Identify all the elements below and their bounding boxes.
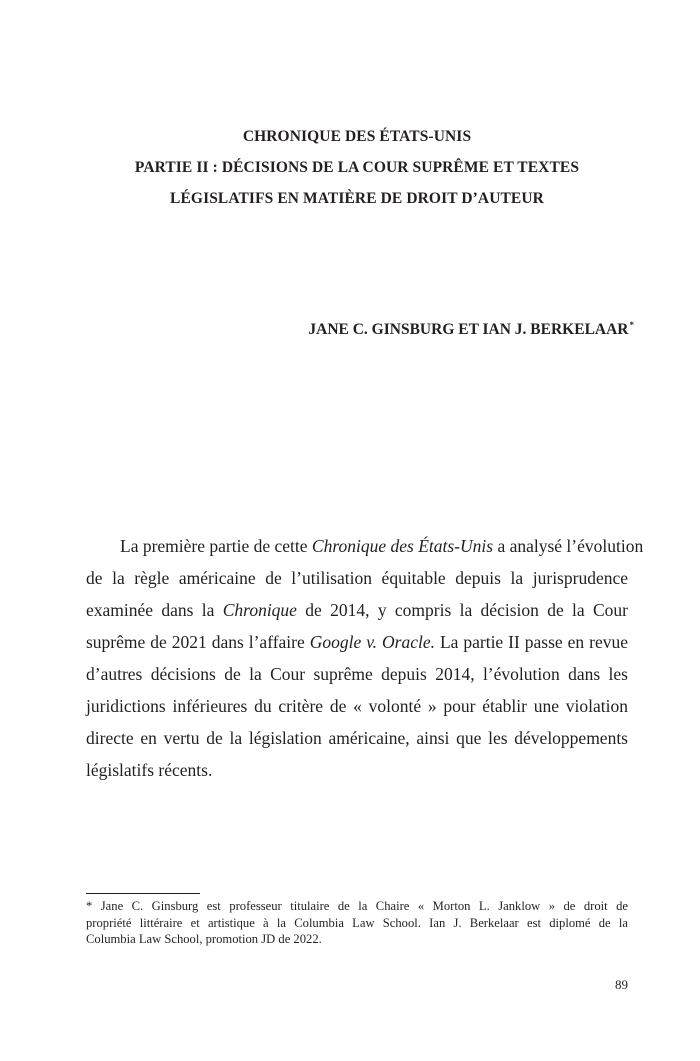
footnote-line-1: * Jane C. Ginsburg est professeur titulaire de la Chaire « Morton L. Janklow » de droit de	[86, 899, 628, 913]
body-line	[86, 530, 644, 562]
author-byline	[308, 311, 634, 344]
body-line	[86, 562, 628, 594]
body-text-run: juridictions inférieures du critère de « volonté » pour établir une violation	[86, 696, 628, 716]
body-text-run: suprême de 2021 dans l’affaire	[86, 632, 310, 652]
body-line	[86, 690, 628, 722]
body-text-run: La partie II passe en revue	[434, 632, 628, 652]
footnote	[86, 898, 628, 948]
body-text-run: de la règle américaine de l’utilisation équitable depuis la jurisprudence	[86, 568, 628, 588]
body-text-run: examinée dans la	[86, 600, 223, 620]
footnote-separator	[86, 893, 200, 894]
body-text-run: d’autres décisions de la Cour suprême depuis 2014, l’évolution dans les	[86, 664, 628, 684]
italic-text: Chronique	[222, 600, 297, 620]
body-text-run: La première partie de cette	[120, 536, 312, 556]
author-footnote-mark[interactable]: *	[629, 320, 634, 330]
title-line-3: LÉGISLATIFS EN MATIÈRE DE DROIT D’AUTEUR	[170, 190, 544, 207]
title-line-2: PARTIE II : DÉCISIONS DE LA COUR SUPRÊME ET TEXTES	[134, 159, 580, 176]
body-line	[86, 754, 628, 786]
chapter-title	[86, 121, 628, 214]
body-line	[86, 626, 628, 658]
italic-text: Chronique des États-Unis	[311, 536, 494, 556]
body-line	[86, 658, 628, 690]
body-paragraph	[86, 530, 644, 786]
footnote-line-3: Columbia Law School, promotion JD de 2022.	[86, 932, 322, 946]
footnote-line-2: propriété littéraire et artistique à la Columbia Law School. Ian J. Berkelaar est diplomé de la	[86, 915, 628, 930]
body-text-run: directe en vertu de la législation américaine, ainsi que les développements	[86, 728, 628, 748]
body-text-run: de 2014, y compris la décision de la Cour	[296, 600, 628, 620]
body-line	[86, 722, 628, 754]
author-names: JANE C. GINSBURG ET IAN J. BERKELAAR	[308, 321, 629, 338]
body-line	[86, 594, 628, 626]
italic-text: Google v. Oracle.	[309, 632, 435, 652]
body-text-run: a analysé l’évolution	[493, 536, 644, 556]
title-line-1: CHRONIQUE DES ÉTATS-UNIS	[242, 128, 472, 145]
page-number: 89	[615, 977, 628, 992]
body-text-run: législatifs récents.	[86, 760, 213, 780]
